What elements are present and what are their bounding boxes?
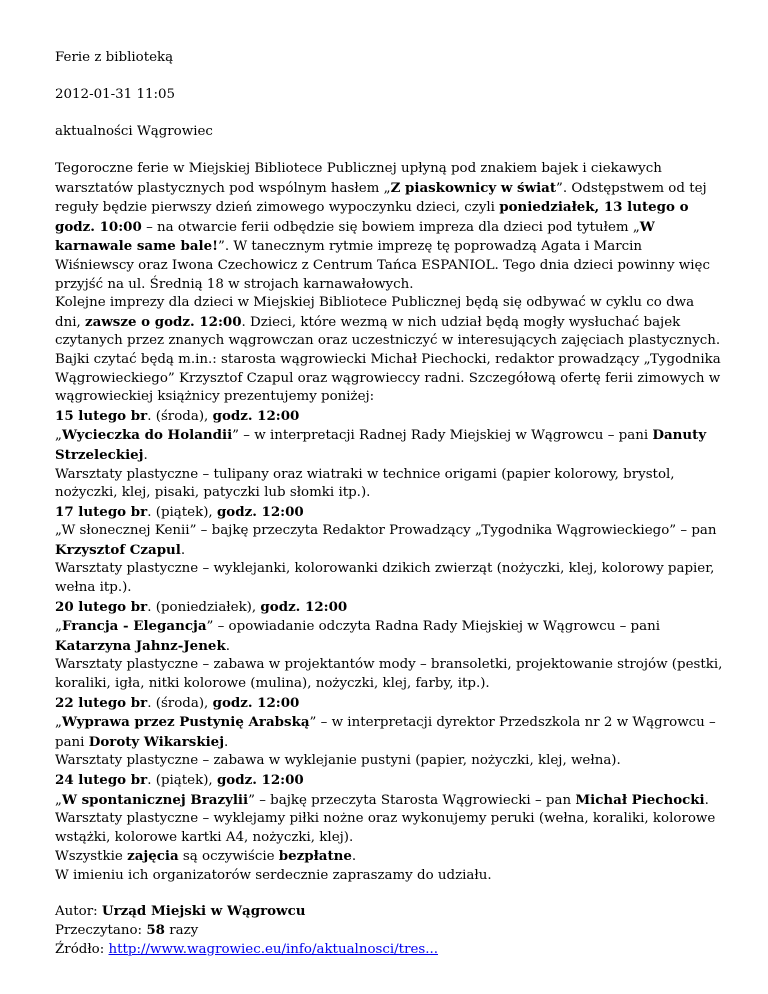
closing-line-invite: W imieniu ich organizatorów serdecznie zapraszamy do udziału. bbox=[55, 867, 492, 883]
text-run: „ bbox=[55, 792, 62, 808]
bold-text: zajęcia bbox=[127, 848, 179, 865]
text-run: ” – opowiadanie odczyta Radna Rady Miejskiej w Wągrowcu – pani bbox=[206, 619, 660, 635]
text-run: . (piątek), bbox=[147, 773, 217, 788]
bold-text: 22 lutego br bbox=[55, 694, 148, 711]
bold-text: zawsze o godz. 12:00 bbox=[85, 313, 242, 330]
bold-text: W spontanicznej Brazylii bbox=[61, 791, 249, 808]
bold-text: Krzysztof Czapul bbox=[55, 541, 181, 558]
event-date-line bbox=[55, 771, 724, 791]
bold-text: Wyprawa przez Pustynię Arabską bbox=[61, 714, 310, 731]
source-link[interactable]: http://www.wagrowiec.eu/info/aktualnosci/tres... bbox=[108, 941, 439, 957]
bold-text: 20 lutego br bbox=[55, 598, 148, 615]
event-workshop-line: Warsztaty plastyczne – zabawa w wyklejanie pustyni (papier, nożyczki, klej, wełna). bbox=[55, 753, 621, 769]
text-run: ” – w interpretacji Radnej Rady Miejskiej w Wągrowcu – pani bbox=[232, 428, 653, 444]
bold-text: 17 lutego br bbox=[55, 503, 148, 520]
bold-text: 15 lutego br bbox=[55, 407, 148, 424]
event-title-line bbox=[55, 713, 724, 752]
text-run: ”. W tanecznym rytmie imprezę tę poprowadzą Agata i Marcin Wiśniewscy oraz Iwona Czechowicz z Centrum Tańca ESPANIOL. Tego dnia dzieci powinny więc przyjść na ul. Średnią 18 w strojach karnawałowych. bbox=[55, 239, 710, 292]
schedule-paragraph bbox=[55, 294, 724, 407]
article-body bbox=[55, 160, 724, 886]
bold-text: 24 lutego br bbox=[55, 772, 148, 788]
text-run: . bbox=[180, 542, 186, 558]
text-run: . bbox=[704, 792, 709, 808]
event-date-line bbox=[55, 694, 724, 714]
text-run: są oczywiście bbox=[178, 849, 279, 865]
event-workshop-line: Warsztaty plastyczne – wyklejamy piłki nożne oraz wykonujemy peruki (wełna, koraliki, kolorowe wstążki, kolorowe kartki A4, nożyczki, klej). bbox=[55, 811, 716, 845]
bold-text: poniedziałek, 13 lutego o godz. 10:00 bbox=[55, 199, 689, 235]
bold-text: Danuty Strzeleckiej bbox=[55, 427, 707, 463]
bold-text: godz. 12:00 bbox=[216, 503, 304, 520]
bold-text: bezpłatne bbox=[278, 848, 352, 865]
article-footer bbox=[55, 902, 724, 960]
event-title-line bbox=[55, 522, 724, 560]
event-date-line bbox=[55, 407, 724, 427]
article-date: 2012-01-31 11:05 bbox=[55, 87, 176, 102]
text-run: Tegoroczne ferie w Miejskiej Bibliotece Publicznej upłyną pod znakiem bajek i ciekawych warsztatów plastycznych pod wspólnym hasłem „ bbox=[55, 161, 662, 196]
text-run: – na otwarcie ferii odbędzie się bowiem impreza dla dzieci pod tytułem „ bbox=[141, 219, 640, 235]
event-title-line bbox=[55, 791, 724, 811]
text-run: . bbox=[143, 447, 148, 463]
event-title-line bbox=[55, 426, 724, 465]
bold-text: Francja - Elegancja bbox=[61, 618, 207, 635]
events-list bbox=[55, 407, 724, 848]
reads-label: Przeczytano: bbox=[55, 923, 147, 939]
source-line bbox=[55, 941, 724, 960]
text-run: . (środa), bbox=[147, 408, 213, 424]
event-workshop-line: Warsztaty plastyczne – wyklejanki, kolorowanki dzikich zwierząt (nożyczki, klej, kolorowy papier, wełna itp.). bbox=[55, 561, 715, 596]
bold-text: godz. 12:00 bbox=[212, 407, 300, 424]
text-run: „ bbox=[55, 619, 62, 635]
bold-text: godz. 12:00 bbox=[212, 694, 300, 711]
text-run: . Dzieci, które wezmą w nich udział będą mogły wysłuchać bajek czytanych przez znanych wągrowczan oraz uczestniczyć w interesujących zajęciach plastycznych. Bajki czytać będą m.in.: starosta wągrowiecki Michał Piechocki, redaktor prowadzący „Tygodnika Wągrowieckiego” Krzysztof Czapul oraz wągrowieccy radni. Szczegółową ofertę ferii zimowych w wągrowieckiej książnicy prezentujemy poniżej: bbox=[55, 314, 721, 405]
reads-suffix: razy bbox=[164, 923, 199, 939]
text-run: Kolejne imprezy dla dzieci w Miejskiej Bibliotece Publicznej będą się odbywać w cyklu co dwa dni, bbox=[55, 295, 695, 330]
closing-line-free bbox=[55, 847, 724, 867]
text-run: . bbox=[225, 638, 230, 654]
bold-text: Wycieczka do Holandii bbox=[61, 427, 233, 444]
text-run: ”. Odstępstwem od tej reguły będzie pierwszy dzień zimowego wypoczynku dzieci, czyli bbox=[55, 180, 707, 216]
article-title: Ferie z biblioteką bbox=[55, 50, 174, 65]
bold-text: godz. 12:00 bbox=[216, 772, 304, 788]
source-label: Źródło: bbox=[55, 941, 109, 957]
article-category: aktualności Wągrowiec bbox=[55, 124, 213, 139]
event-date-line bbox=[55, 598, 724, 618]
bold-text: Doroty Wikarskiej bbox=[88, 733, 225, 750]
reads-count: 58 bbox=[146, 922, 165, 939]
bold-text: Z piaskownicy w świat bbox=[390, 179, 557, 196]
text-run: Wszystkie bbox=[55, 849, 128, 865]
event-title-line bbox=[55, 617, 724, 656]
intro-paragraph bbox=[55, 160, 724, 294]
bold-text: Michał Piechocki bbox=[575, 791, 705, 808]
text-run: „ bbox=[55, 428, 62, 444]
event-date-line bbox=[55, 503, 724, 523]
text-run: ” – w interpretacji dyrektor Przedszkola nr 2 w Wągrowcu – pani bbox=[55, 715, 716, 750]
text-run: „W słonecznej Kenii” – bajkę przeczyta Redaktor Prowadzący „Tygodnika Wągrowieckiego” – pan bbox=[55, 523, 717, 539]
text-run: ” – bajkę przeczyta Starosta Wągrowiecki – pan bbox=[248, 792, 576, 808]
reads-line bbox=[55, 921, 724, 941]
bold-text: Katarzyna Jahnz-Jenek bbox=[55, 637, 226, 654]
bold-text: godz. 12:00 bbox=[260, 598, 348, 615]
event-workshop-line: Warsztaty plastyczne – zabawa w projektantów mody – bransoletki, projektowanie strojów (pestki, koraliki, igła, nitki kolorowe (mulina), nożyczki, klej, farby, itp.). bbox=[55, 657, 723, 692]
author-label: Autor: bbox=[55, 903, 102, 919]
bold-text: W karnawale same bale! bbox=[55, 218, 655, 255]
author-name: Urząd Miejski w Wągrowcu bbox=[101, 902, 306, 919]
text-run: . bbox=[224, 734, 229, 750]
text-run: . bbox=[351, 849, 357, 865]
text-run: . (piątek), bbox=[147, 504, 217, 520]
text-run: „ bbox=[55, 715, 62, 731]
author-line bbox=[55, 902, 724, 922]
event-workshop-line: Warsztaty plastyczne – tulipany oraz wiatraki w technice origami (papier kolorowy, brystol, nożyczki, klej, pisaki, patyczki lub słomki itp.). bbox=[55, 466, 675, 501]
text-run: . (środa), bbox=[147, 695, 213, 711]
text-run: . (poniedziałek), bbox=[147, 599, 261, 615]
